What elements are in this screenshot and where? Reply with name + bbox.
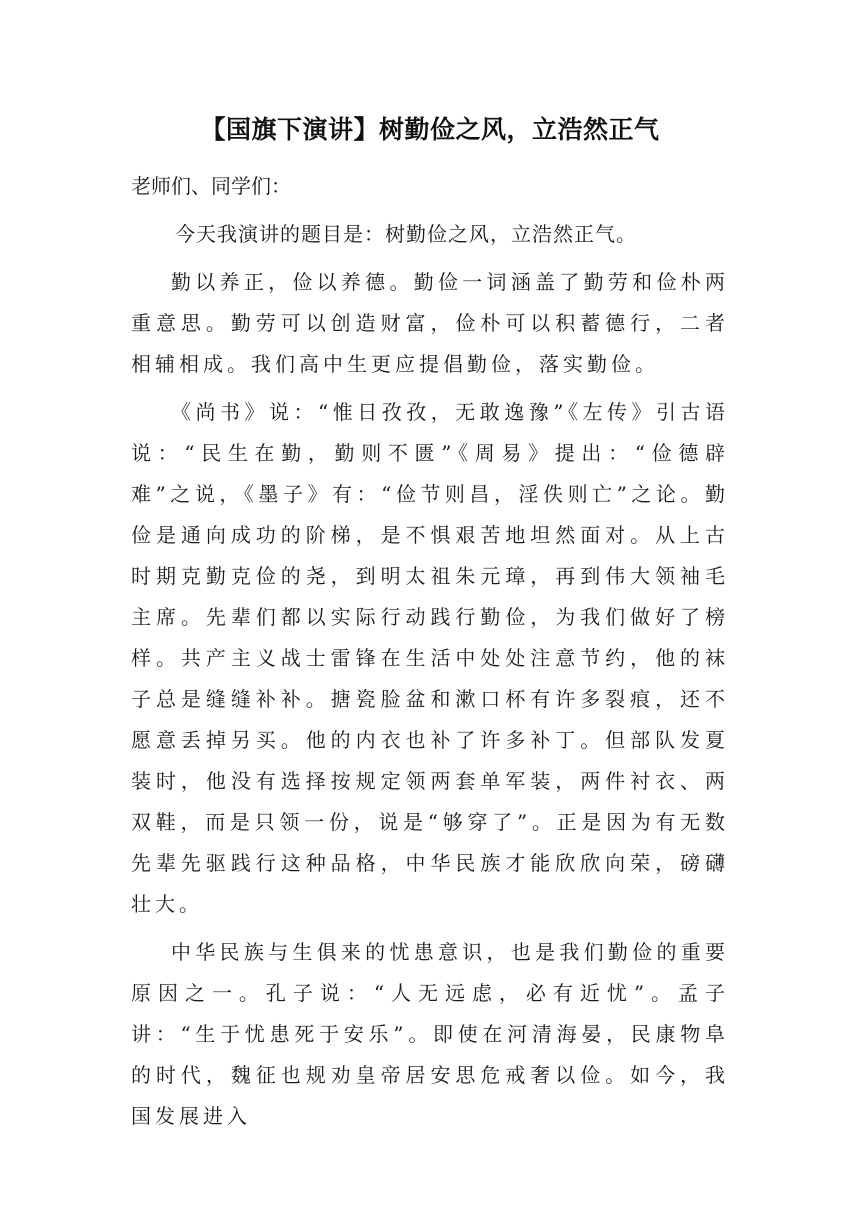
salutation-paragraph: 老师们、同学们： — [131, 174, 291, 198]
body-paragraph-3: 中华民族与生俱来的忧患意识，也是我们勤俭的重要原因之一。孔子说：“人无远虑，必有近忧”。孟子讲：“生于忧患死于安乐”。即使在河清海晏，民康物阜的时代，魏征也规劝皇帝居安思危戒奢以俭。如今，我国发展进入 — [131, 940, 729, 1128]
body-paragraph-2: 《尚书》说：“惟日孜孜，无敢逸豫”《左传》引古语说：“民生在勤，勤则不匮”《周易》提出：“俭德辟难”之说，《墨子》有：“俭节则昌，淫佚则亡”之论。勤俭是通向成功的阶梯，是不惧艰苦地坦然面对。从上古时期克勤克俭的尧，到明太祖朱元璋，再到伟大领袖毛主席。先辈们都以实际行动践行勤俭，为我们做好了榜样。共产主义战士雷锋在生活中处处注意节约，他的袜子总是缝缝补补。搪瓷脸盆和漱口杯有许多裂痕，还不愿意丢掉另买。他的内衣也补了许多补丁。但部队发夏装时，他没有选择按规定领两套单军装，两件衬衣、两双鞋，而是只领一份，说是“够穿了”。正是因为有无数先辈先驱践行这种品格，中华民族才能欣欣向荣，磅礴壮大。 — [131, 400, 729, 916]
document-body — [131, 166, 729, 1137]
topic-paragraph: 今天我演讲的题目是：树勤俭之风，立浩然正气。 — [175, 222, 637, 246]
document-title: 【国旗下演讲】树勤俭之风，立浩然正气 — [200, 115, 660, 144]
body-paragraph-1: 勤以养正，俭以养德。勤俭一词涵盖了勤劳和俭朴两重意思。勤劳可以创造财富，俭朴可以积蓄德行，二者相辅相成。我们高中生更应提倡勤俭，落实勤俭。 — [131, 270, 729, 376]
